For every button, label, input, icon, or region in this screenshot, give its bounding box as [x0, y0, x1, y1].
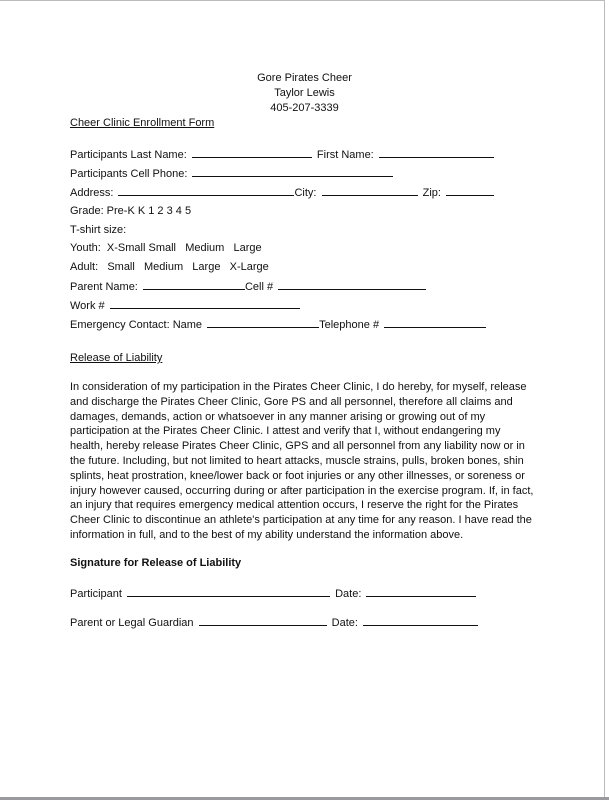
- parent-cell-label: Cell #: [244, 281, 274, 293]
- last-name-label: Participants Last Name:: [70, 149, 187, 161]
- zip-label: Zip:: [422, 187, 441, 199]
- parent-name-label: Parent Name:: [70, 281, 138, 293]
- release-title: Release of Liability: [70, 352, 163, 364]
- participant-date-label: Date:: [335, 588, 362, 600]
- participant-date-blank[interactable]: [366, 587, 476, 597]
- org-name: Gore Pirates Cheer: [257, 72, 352, 84]
- release-line: splints, heat prostration, knee/lower back or foot injuries or any other illnesses, or soreness or: [70, 469, 525, 482]
- release-line: injury however caused, occurring during or after participation in the exercise program. If, in fact,: [70, 484, 534, 497]
- youth-row: [70, 242, 262, 254]
- parent-cell-blank[interactable]: [278, 280, 426, 290]
- guardian-signature-blank[interactable]: [199, 616, 327, 626]
- row-participant-signature: [70, 587, 478, 600]
- adult-size[interactable]: X-Large: [229, 261, 269, 273]
- release-line: the future. Including, but not limited to heart attacks, muscle strains, pulls, broken bones, shin: [70, 454, 524, 467]
- page-top-edge: [0, 0, 605, 1]
- youth-label: Youth:: [70, 242, 101, 254]
- cell-phone-label: Participants Cell Phone:: [70, 168, 188, 180]
- release-line: participation at the Pirates Cheer Clinic. I attest and verify that I, without endangering my: [70, 425, 501, 438]
- city-label: City:: [294, 187, 317, 199]
- contact-phone: 405-207-3339: [270, 102, 339, 114]
- grade-row: Grade: Pre-K K 1 2 3 4 5: [70, 205, 192, 217]
- row-cell: [70, 167, 395, 180]
- telephone-label: Telephone #: [319, 319, 380, 331]
- guardian-label: Parent or Legal Guardian: [70, 617, 194, 629]
- release-line: information in full, and to the best of my ability understand the information above.: [70, 528, 464, 541]
- adult-size[interactable]: Large: [192, 261, 221, 273]
- row-address: [70, 186, 496, 199]
- page-right-edge: [604, 0, 605, 797]
- release-line: damages, demands, action or whatsoever in any manner arising or growing out of my: [70, 410, 486, 423]
- release-line: health, hereby release Pirates Cheer Clinic, GPS and all personnel from any liability now or in: [70, 440, 525, 453]
- guardian-date-blank[interactable]: [363, 616, 478, 626]
- adult-row: [70, 261, 269, 273]
- work-label: Work #: [70, 300, 105, 312]
- adult-size[interactable]: Medium: [144, 261, 184, 273]
- work-blank[interactable]: [110, 299, 300, 309]
- release-line: In consideration of my participation in the Pirates Cheer Clinic, I do hereby, for myself, release: [70, 381, 527, 393]
- emergency-name-blank[interactable]: [207, 318, 319, 328]
- contact-name: Taylor Lewis: [274, 87, 335, 99]
- tshirt-label: T-shirt size:: [70, 224, 127, 236]
- telephone-blank[interactable]: [384, 318, 486, 328]
- zip-blank[interactable]: [446, 186, 494, 196]
- participant-label: Participant: [70, 588, 122, 600]
- cell-phone-blank[interactable]: [192, 167, 393, 177]
- row-guardian-signature: [70, 616, 480, 629]
- release-line: an injury that requires emergency medical attention occurs, I reserve the right for the Pirates: [70, 499, 519, 512]
- youth-size[interactable]: Small: [148, 242, 177, 254]
- row-parent: [70, 280, 428, 293]
- adult-label: Adult:: [70, 261, 99, 273]
- first-name-blank[interactable]: [379, 148, 494, 158]
- guardian-date-label: Date:: [331, 617, 358, 629]
- parent-name-blank[interactable]: [143, 280, 245, 290]
- row-names: [70, 148, 496, 161]
- release-paragraph: [70, 380, 533, 543]
- first-name-label: First Name:: [316, 149, 374, 161]
- youth-size[interactable]: X-Small: [106, 242, 146, 254]
- youth-size[interactable]: Large: [233, 242, 262, 254]
- address-label: Address:: [70, 187, 114, 199]
- city-blank[interactable]: [322, 186, 418, 196]
- release-line: and discharge the Pirates Cheer Clinic, Gore PS and all personnel, therefore all claims and: [70, 395, 513, 408]
- address-blank[interactable]: [118, 186, 294, 196]
- emergency-name-label: Emergency Contact: Name: [70, 319, 203, 331]
- participant-signature-blank[interactable]: [127, 587, 330, 597]
- row-work: [70, 299, 302, 312]
- row-emergency: [70, 318, 488, 331]
- form-title: Cheer Clinic Enrollment Form: [70, 117, 215, 129]
- signature-title: Signature for Release of Liability: [70, 557, 242, 569]
- last-name-blank[interactable]: [192, 148, 312, 158]
- youth-size[interactable]: Medium: [185, 242, 225, 254]
- release-line: Cheer Clinic to discontinue an athlete's participation at any time for any reason. I have read the: [70, 514, 532, 527]
- adult-size[interactable]: Small: [107, 261, 135, 273]
